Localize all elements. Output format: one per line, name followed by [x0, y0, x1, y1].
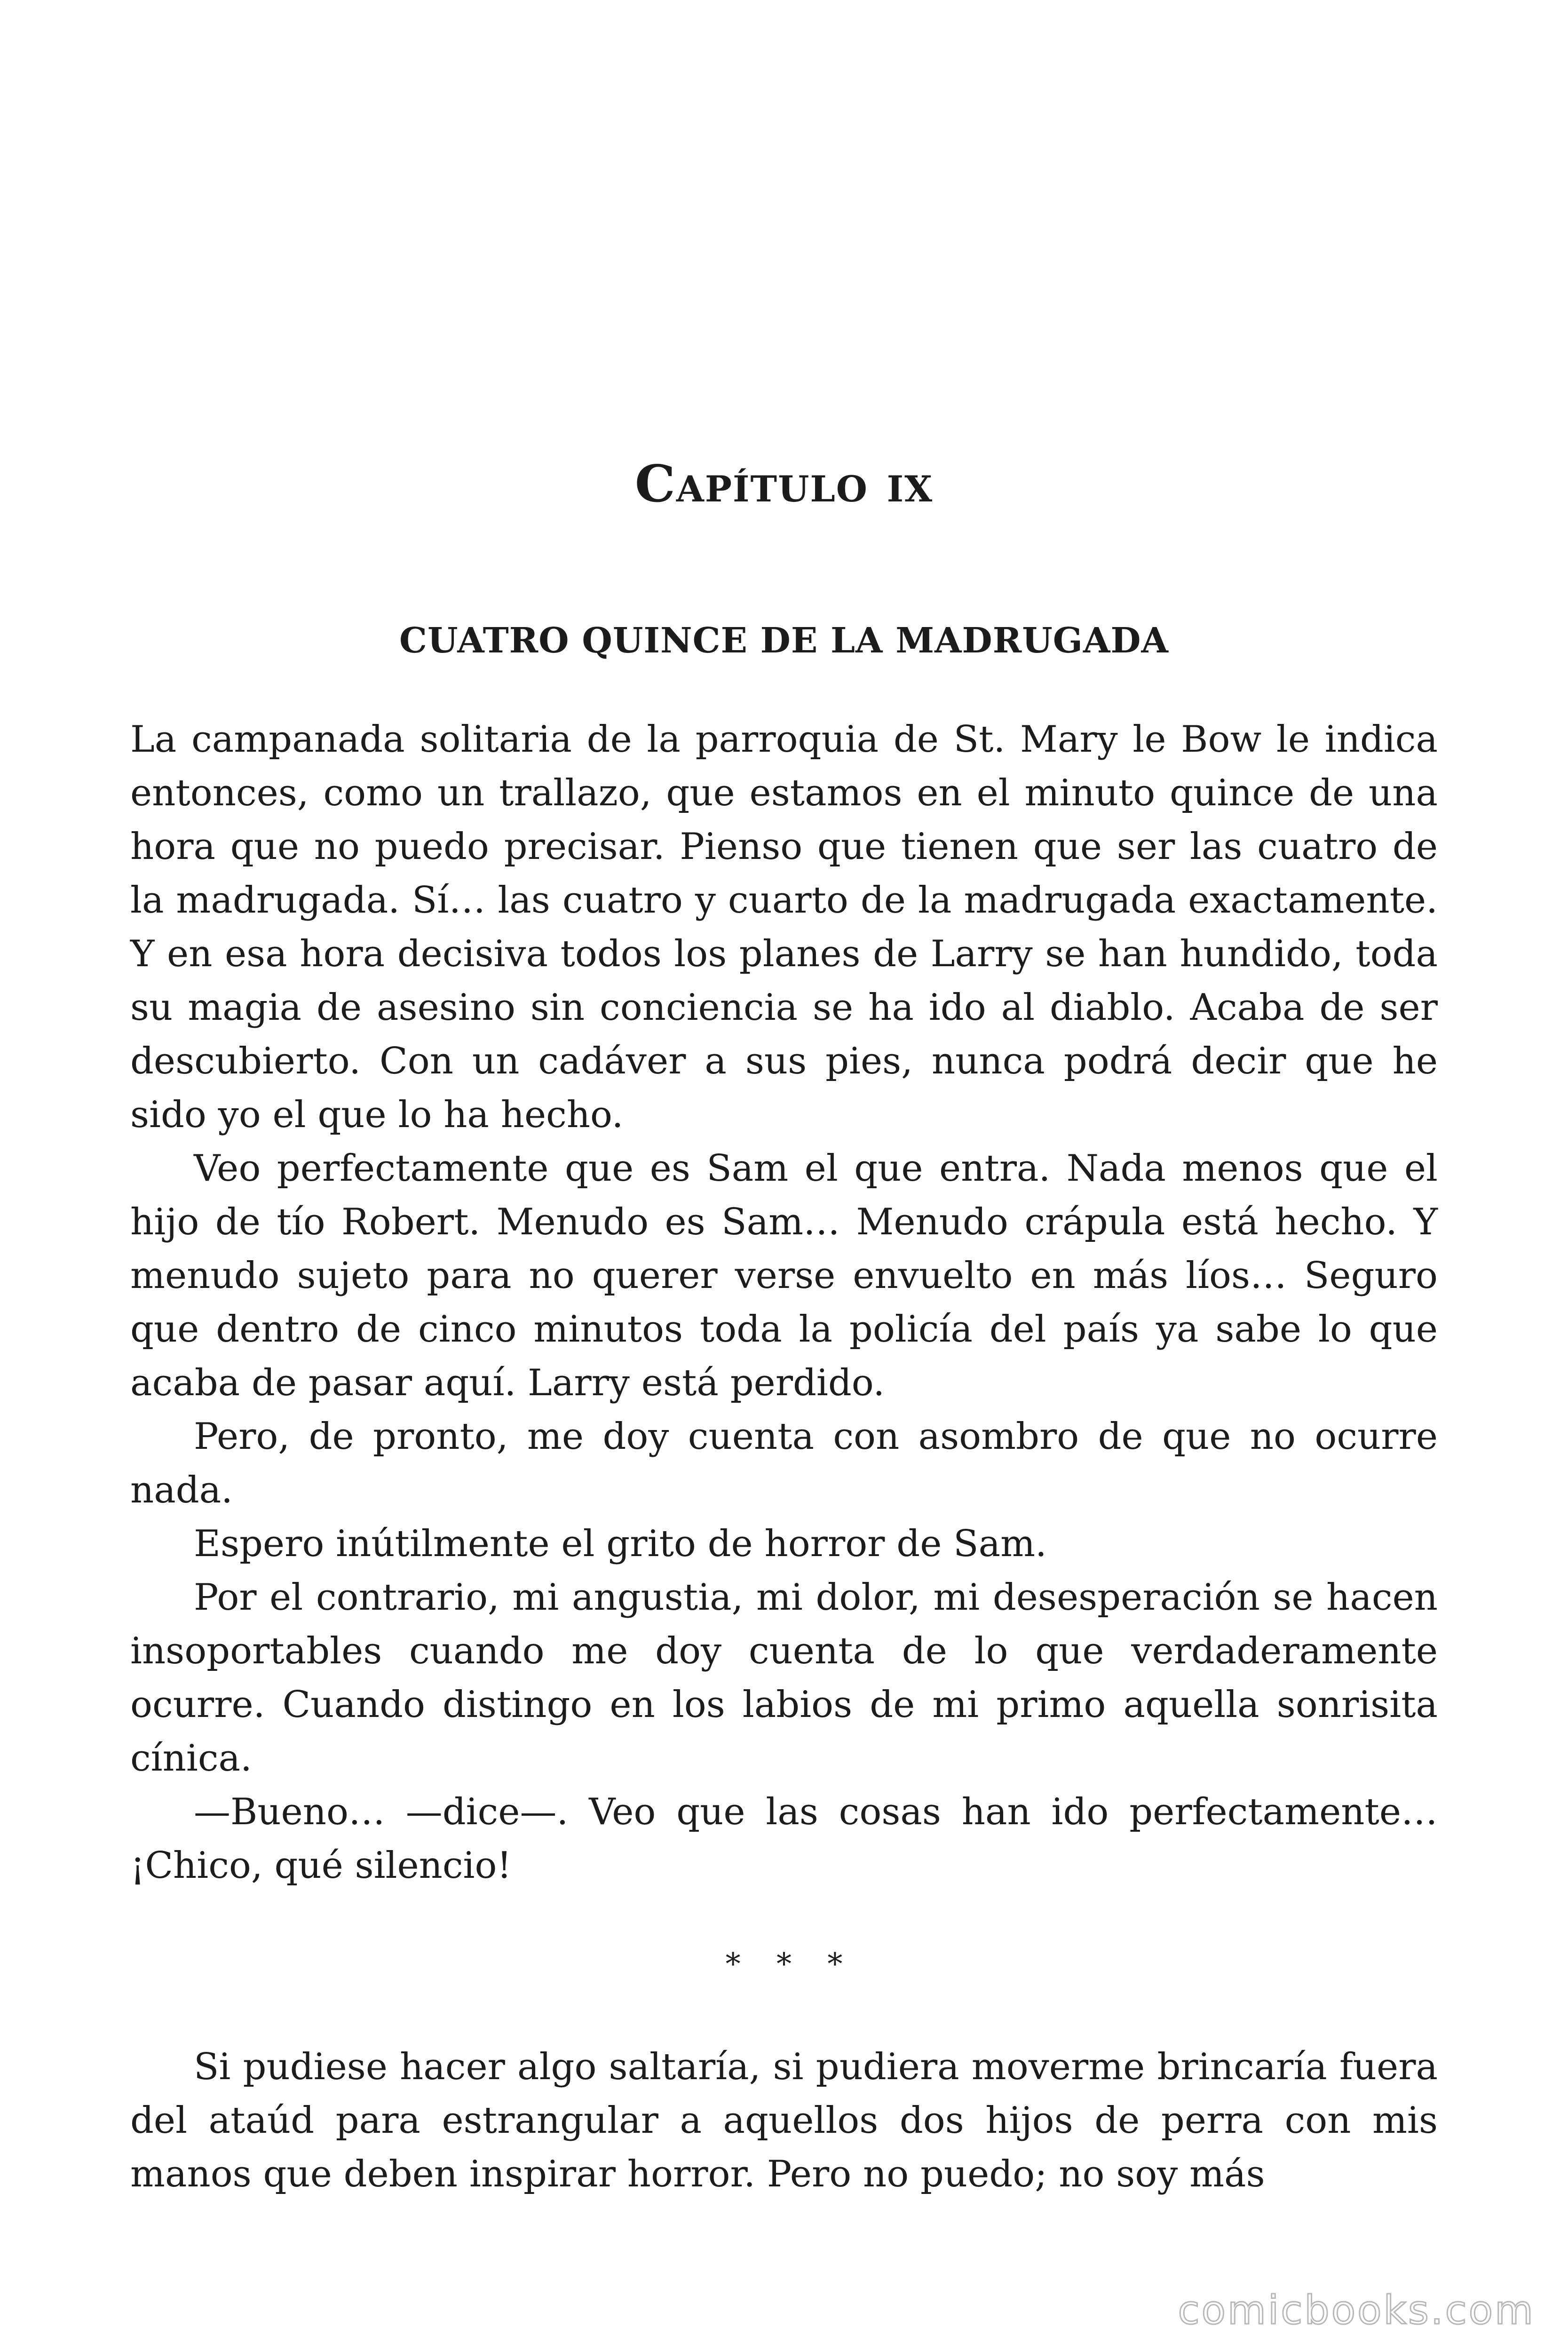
chapter-title: Capítulo ix [634, 454, 934, 514]
paragraph: Pero, de pronto, me doy cuenta con asombro de que no ocurre nada. [130, 1415, 1438, 1511]
chapter-subtitle: CUATRO QUINCE DE LA MADRUGADA [399, 620, 1169, 661]
paragraph: Veo perfectamente que es Sam el que entra. Nada menos que el hijo de tío Robert. Menudo es Sam… Menudo crápula está hecho. Y menudo sujeto para no querer verse envuelto en más líos… Seguro que dentro de cinco minutos toda la policía del país ya sabe lo que acaba de pasar aquí. Larry está perdido. [130, 1147, 1438, 1404]
paragraph: Si pudiese hacer algo saltaría, si pudiera moverme brincaría fuera del ataúd para estrangular a aquellos dos hijos de perra con mis manos que deben inspirar horror. Pero no puedo; no soy más [130, 2046, 1438, 2195]
watermark: comicbooks.com [1178, 2287, 1535, 2333]
chapter-body [130, 713, 1438, 2201]
paragraph: Espero inútilmente el grito de horror de Sam. [194, 1523, 1047, 1565]
paragraph: —Bueno… —dice—. Veo que las cosas han ido perfectamente… ¡Chico, qué silencio! [130, 1791, 1438, 1887]
paragraph: Por el contrario, mi angustia, mi dolor, mi desesperación se hacen insoportables cuando me doy cuenta de lo que verdaderamente ocurre. Cuando distingo en los labios de mi primo aquella sonrisita cínica. [130, 1576, 1438, 1780]
paragraph: La campanada solitaria de la parroquia de St. Mary le Bow le indica entonces, como un trallazo, que estamos en el minuto quince de una hora que no puedo precisar. Pienso que tienen que ser las cuatro de la madrugada. Sí… las cuatro y cuarto de la madrugada exactamente. Y en esa hora decisiva todos los planes de Larry se han hundido, toda su magia de asesino sin conciencia se ha ido al diablo. Acaba de ser descubierto. Con un cadáver a sus pies, nunca podrá decir que he sido yo el que lo ha hecho. [130, 718, 1438, 1136]
section-separator: * * * [725, 1947, 856, 1982]
